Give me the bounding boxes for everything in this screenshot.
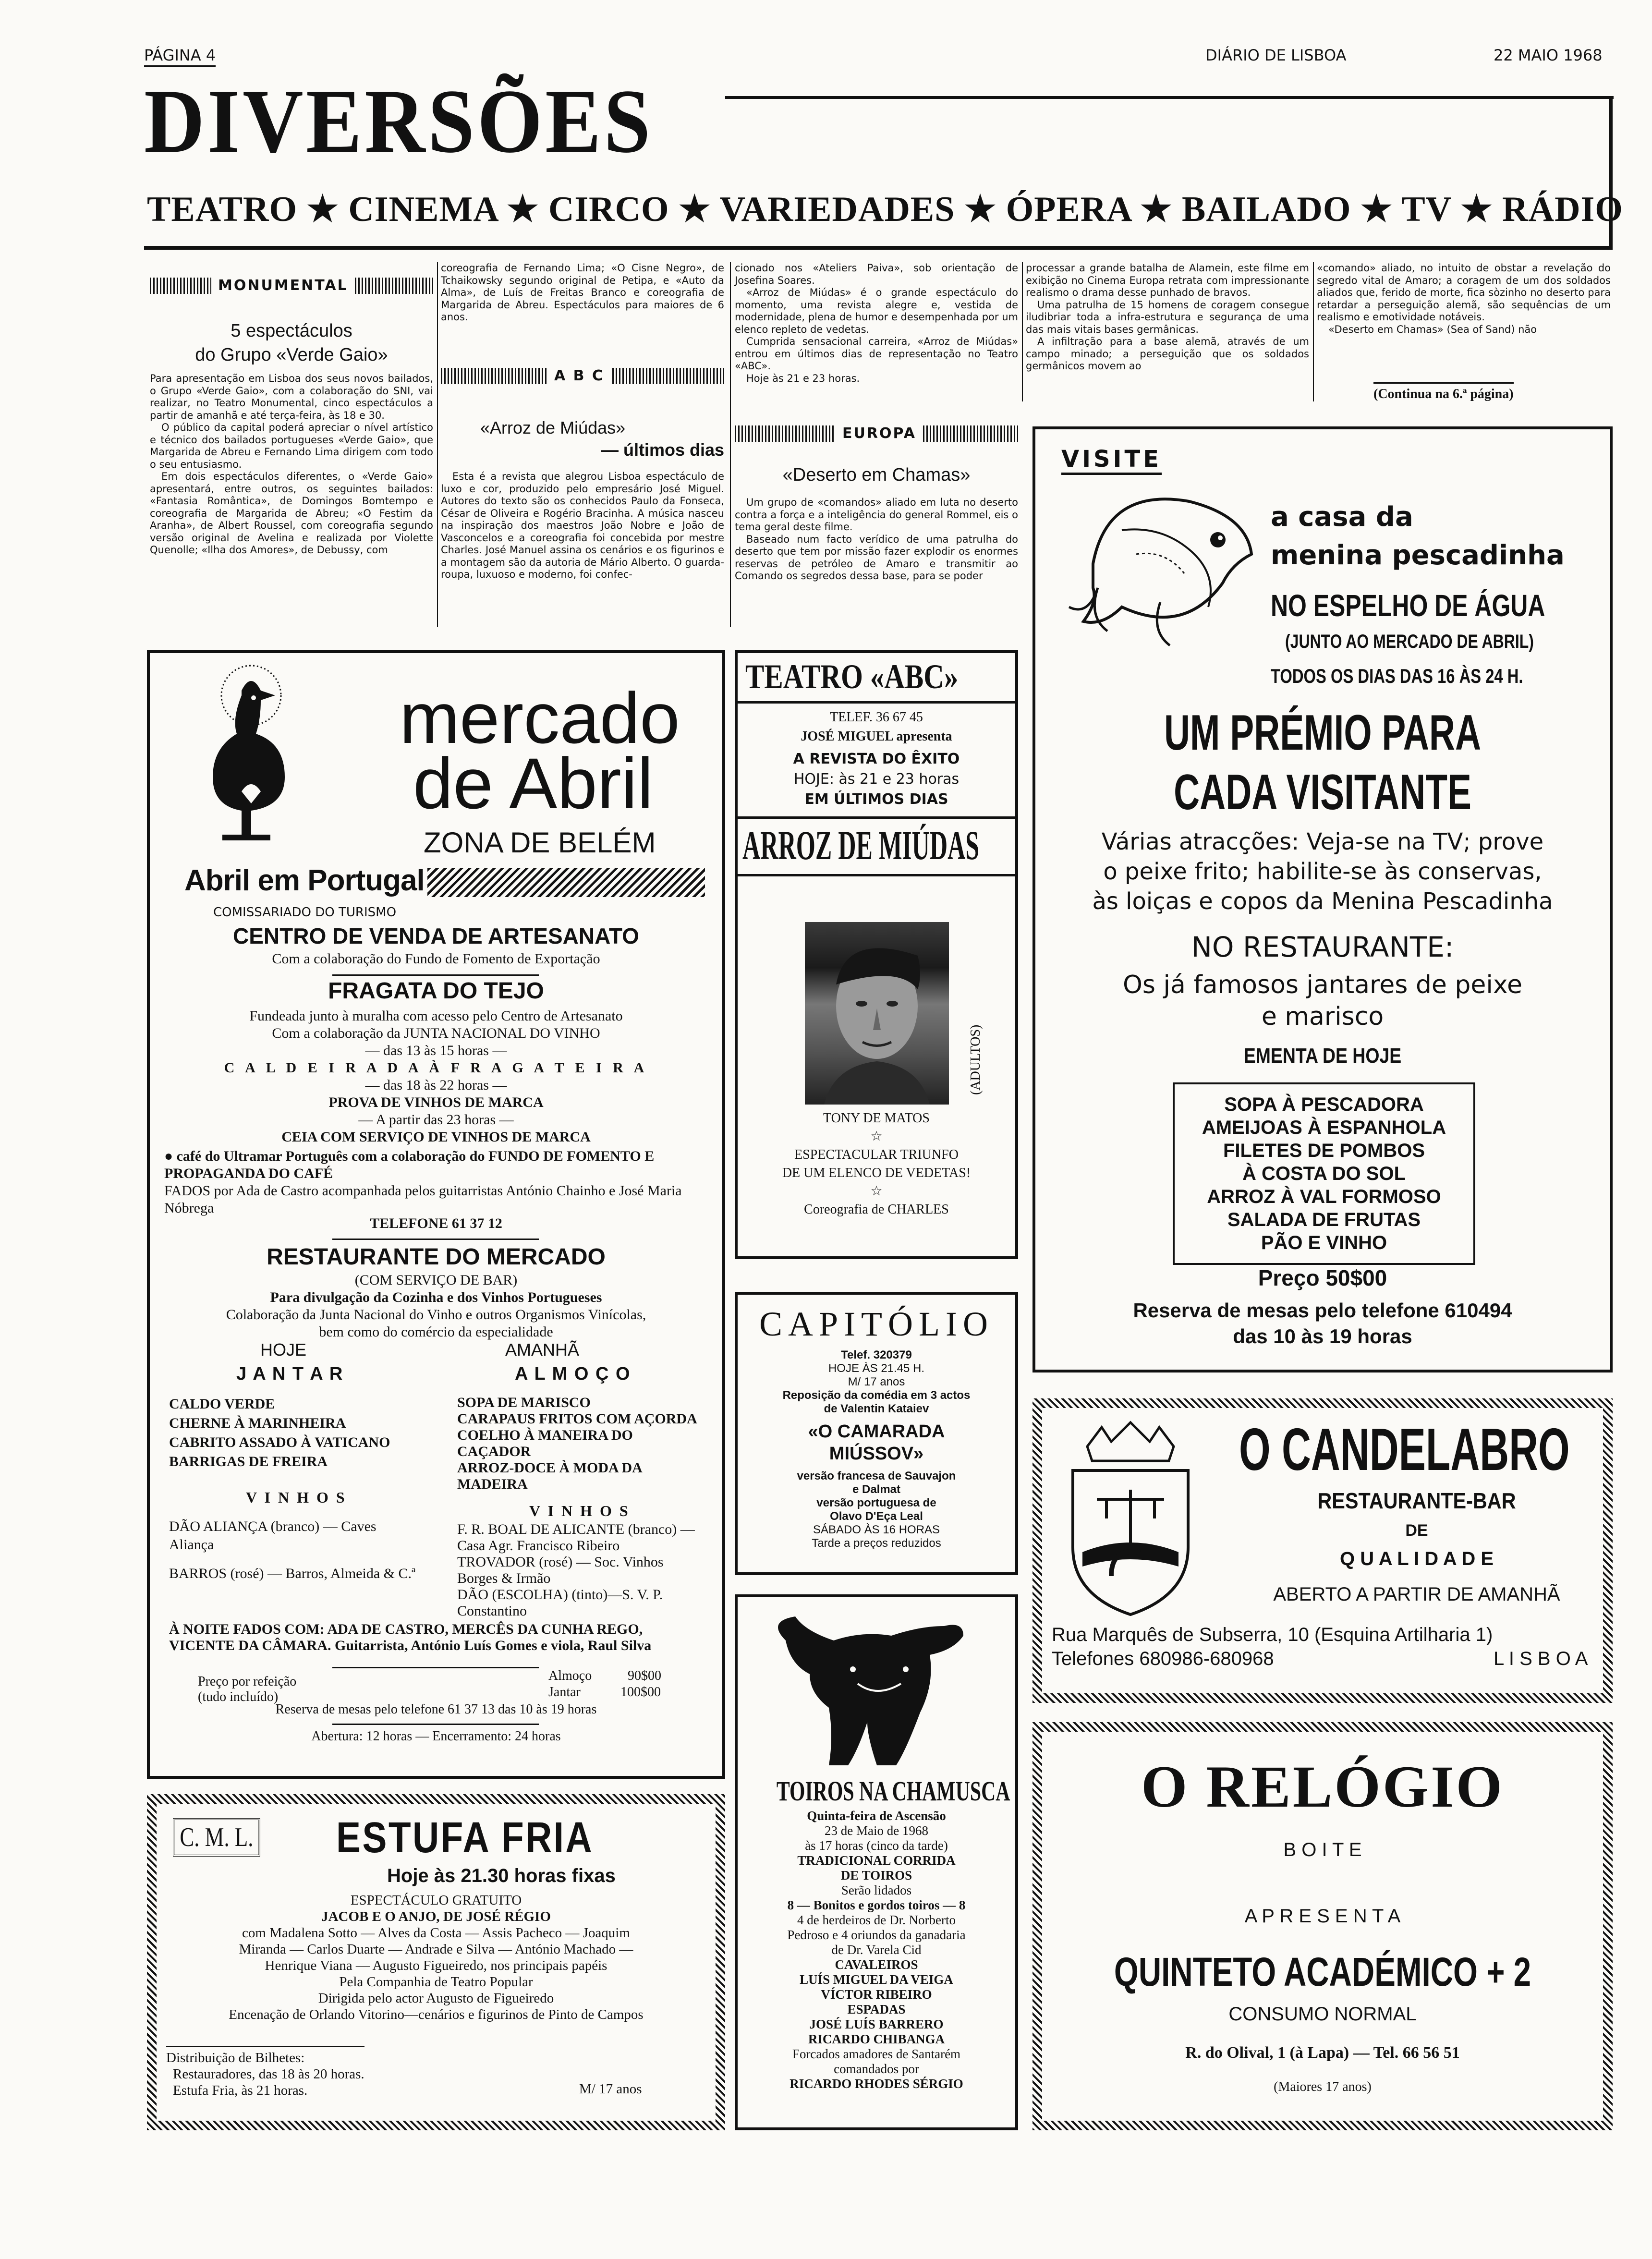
candelabro-rua: Rua Marquês de Subserra, 10 (Esquina Artilharia 1) xyxy=(1052,1624,1493,1645)
toiros-l9: Pedroso e 4 oriundos da ganadaria xyxy=(787,1928,966,1942)
relogio-boite: B O I T E xyxy=(1283,1839,1362,1860)
candelabro-title: O CANDELABRO xyxy=(1239,1417,1570,1483)
toiros-l5: DE TOIROS xyxy=(840,1868,912,1882)
relogio-ad xyxy=(1042,1732,1603,2121)
candelabro-de: DE xyxy=(1405,1521,1428,1540)
capitolio-tarde: Tarde a preços reduzidos xyxy=(812,1537,941,1550)
toiros-ad xyxy=(735,1594,1018,2130)
rest-line-3: bem como do comércio da especialidade xyxy=(319,1324,553,1340)
estufa-dist-2: Estufa Fria, às 21 horas. xyxy=(173,2083,308,2098)
capitolio-m17: M/ 17 anos xyxy=(848,1375,905,1388)
star-divider-3 xyxy=(332,1664,539,1668)
capitolio-v2: e Dalmat xyxy=(852,1483,901,1496)
mercado-zone: ZONA DE BELÉM xyxy=(424,826,656,859)
relogio-apresenta: A P R E S E N T A xyxy=(1244,1906,1401,1927)
pescadinha-premio-2: CADA VISITANTE xyxy=(1174,765,1471,820)
toiros-l16: RICARDO CHIBANGA xyxy=(808,2032,945,2046)
toiros-title: TOIROS NA CHAMUSCA xyxy=(776,1775,1010,1807)
pescadinha-rest-3: e marisco xyxy=(1261,1002,1384,1031)
monumental-headline-1: 5 espectáculos xyxy=(231,321,352,341)
star-divider-4 xyxy=(332,1720,539,1725)
estufa-badge: C. M. L. xyxy=(173,1818,260,1857)
pescadinha-menu-item: À COSTA DO SOL xyxy=(1242,1163,1406,1184)
toiros-l1: Quinta-feira de Ascensão xyxy=(807,1809,946,1823)
estufa-details xyxy=(157,1892,716,2023)
pescadinha-atr-2: o peixe frito; habilite-se às conservas, xyxy=(1103,858,1542,885)
estufa-l5: Dirigida pelo actor Augusto de Figueiredo xyxy=(318,1991,554,2006)
mercado-noite: À NOITE FADOS COM: ADA DE CASTRO, MERCÊS DA CUNHA REGO, VICENTE DA CÂMARA. Guitarrista, António Luís Gomes e viola, Raul Silva xyxy=(169,1621,652,1653)
teatro-abc-jm: JOSÉ MIGUEL apresenta xyxy=(801,729,952,744)
almoco-item: CARAPAUS FRITOS COM AÇORDA xyxy=(457,1411,697,1427)
mercado-pattern xyxy=(427,868,705,897)
col-rule-1 xyxy=(437,262,438,627)
monumental-label: MONUMENTAL xyxy=(211,278,355,294)
issue-date: 22 MAIO 1968 xyxy=(1494,46,1603,64)
vinho-item: DÃO ALIANÇA (branco) — Caves Aliança xyxy=(169,1518,377,1553)
pescadinha-ementa: EMENTA DE HOJE xyxy=(1243,1044,1402,1068)
frag-line-4: C A L D E I R A D A À F R A G A T E I R A xyxy=(224,1060,648,1076)
teatro-abc-rule xyxy=(738,701,1015,704)
jantar-item: CALDO VERDE xyxy=(169,1396,275,1412)
toiros-l19: RICARDO RHODES SÉRGIO xyxy=(790,2077,963,2091)
europa-article xyxy=(735,497,1018,583)
vinhos-left xyxy=(169,1518,419,1583)
relogio-maiores: (Maiores 17 anos) xyxy=(1274,2079,1372,2094)
vinhos-right xyxy=(457,1521,707,1619)
mercado-tel: TELEFONE 61 37 12 xyxy=(370,1215,502,1231)
europa-p2: Baseado num facto verídico de uma patrulha do deserto que tem por missão fazer explodir os enormes reservas de petróleo de Amaro e transmitir ao Comando os segredos dessa base, para se poder xyxy=(735,533,1018,582)
europa-p4: Uma patrulha de 15 homens de coragem consegue iludibriar toda a infra-estrutura e segurança de uma das mais vitais bases germânicas. xyxy=(1026,299,1309,335)
candelabro-aberto: ABERTO A PARTIR DE AMANHÃ xyxy=(1273,1584,1560,1605)
abc-p2: cionado nos «Ateliers Paiva», sob orientação de Josefina Soares. xyxy=(735,262,1018,286)
candelabro-ad xyxy=(1042,1408,1603,1693)
teatro-abc-info2 xyxy=(738,749,1015,810)
pescadinha-l1: a casa da xyxy=(1271,501,1413,533)
estufa-dist-1: Restauradores, das 18 às 20 horas. xyxy=(173,2066,364,2082)
estufa-l3: Henrique Viana — Augusto Figueiredo, nos principais papéis xyxy=(265,1958,607,1973)
capitolio-title: CAPITÓLIO xyxy=(759,1305,994,1343)
preco-jantar-label: Jantar xyxy=(548,1685,581,1700)
jantar-item: CABRITO ASSADO À VATICANO xyxy=(169,1434,390,1450)
mercado-centro: CENTRO DE VENDA DE ARTESANATO xyxy=(233,923,639,948)
toiros-l8: 4 de herdeiros de Dr. Norberto xyxy=(797,1913,956,1927)
frag-line-2: Com a colaboração da JUNTA NACIONAL DO VINHO xyxy=(272,1025,600,1041)
toiros-l2: 23 de Maio de 1968 xyxy=(825,1823,928,1838)
jantar-item: CHERNE À MARINHEIRA xyxy=(169,1415,346,1431)
page-number: PÁGINA 4 xyxy=(144,46,216,67)
estufa-title: ESTUFA FRIA xyxy=(336,1814,594,1862)
bull-icon xyxy=(766,1612,987,1770)
pescadinha-menu-item: AMEIJOAS À ESPANHOLA xyxy=(1202,1117,1446,1138)
toiros-l11: CAVALEIROS xyxy=(835,1957,918,1972)
capitolio-sab: SÁBADO ÀS 16 HORAS xyxy=(813,1523,940,1536)
pescadinha-menu xyxy=(1173,1082,1475,1265)
almoco-item: COELHO À MANEIRA DO CAÇADOR xyxy=(457,1427,633,1459)
toiros-l13: VÍCTOR RIBEIRO xyxy=(821,1987,932,2002)
mercado-almoco: A L M O Ç O xyxy=(515,1364,631,1384)
frag-line-5: — das 18 às 22 horas — xyxy=(365,1077,507,1093)
star-divider-2 xyxy=(332,1233,539,1240)
capitolio-info xyxy=(738,1348,1015,1416)
col2-continuation xyxy=(441,262,724,324)
pescadinha-reserva xyxy=(1035,1298,1610,1349)
mercado-abertura: Abertura: 12 horas — Encerramento: 24 horas xyxy=(311,1729,561,1744)
col-rule-2 xyxy=(730,262,731,627)
pescadinha-menu-item: ARROZ À VAL FORMOSO xyxy=(1207,1186,1441,1207)
estufa-esp: ESPECTÁCULO GRATUITO xyxy=(350,1893,522,1908)
pescadinha-visite: VISITE xyxy=(1061,446,1162,475)
abc-headline-1: «Arroz de Miúdas» xyxy=(480,418,626,437)
mercado-fados: FADOS por Ada de Castro acompanhada pelos guitarristas António Chainho e José Maria Nóbrega xyxy=(164,1183,682,1216)
mercado-title-2: de Abril xyxy=(413,743,654,824)
capitolio-rep1: Reposição da comédia em 3 actos xyxy=(782,1389,971,1402)
monumental-headline xyxy=(150,319,433,367)
toiros-l10: de Dr. Varela Cid xyxy=(831,1943,922,1957)
monumental-p2: O público da capital poderá apreciar o nível artístico e técnico dos bailados portugueses «Verde Gaio», que Margarida de Abreu e Fernando Lima dirigem com todo o seu entusiasmo. xyxy=(150,422,433,470)
pescadinha-ad xyxy=(1032,426,1613,1372)
candelabro-qual: Q U A L I D A D E xyxy=(1339,1548,1494,1569)
capitolio-peca-1: «O CAMARADA xyxy=(808,1421,945,1442)
mercado-fragata: FRAGATA DO TEJO xyxy=(328,978,544,1004)
almoco-menu xyxy=(457,1395,707,1493)
vinho-item: TROVADOR (rosé) — Soc. Vinhos Borges & Irmão xyxy=(457,1554,664,1586)
pescadinha-atr-3: às loiças e copos da Menina Pescadinha xyxy=(1092,888,1553,915)
preco-jantar-value: 100$00 xyxy=(620,1685,661,1700)
mercado-hoje: HOJE xyxy=(260,1340,307,1360)
continued-note: (Continua na 6.ª página) xyxy=(1373,382,1514,402)
pescadinha-menu-item: PÃO E VINHO xyxy=(1261,1232,1387,1253)
teatro-abc-esp1: ESPECTACULAR TRIUNFO xyxy=(794,1147,959,1162)
pescadinha-premio xyxy=(1116,703,1529,822)
mercado-fragata-details xyxy=(159,1008,713,1146)
preco-line-1: Preço por refeição xyxy=(198,1674,297,1689)
teatro-abc-rev: A REVISTA DO ÊXITO xyxy=(793,751,960,767)
monumental-headline-2: do Grupo «Verde Gaio» xyxy=(195,345,388,365)
estufa-l1: com Madalena Sotto — Alves da Costa — Assis Pacheco — Joaquim xyxy=(242,1925,630,1941)
frag-line-8: CEIA COM SERVIÇO DE VINHOS DE MARCA xyxy=(281,1129,591,1145)
capitolio-tel: Telef. 320379 xyxy=(841,1348,912,1361)
relogio-quinteto: QUINTETO ACADÉMICO + 2 xyxy=(1114,1949,1531,1994)
toiros-details xyxy=(738,1809,1015,2091)
estufa-dist-label: Distribuição de Bilhetes: xyxy=(166,2050,305,2065)
col-rule-4 xyxy=(1313,262,1314,401)
toiros-l6: Serão lidados xyxy=(841,1883,912,1897)
teatro-abc-tony: TONY DE MATOS xyxy=(823,1111,930,1126)
capitolio-v4: Olavo D'Eça Leal xyxy=(830,1510,923,1523)
jantar-item: BARRIGAS DE FREIRA xyxy=(169,1454,328,1470)
star-icon: ☆ xyxy=(870,1184,883,1199)
mercado-title-1: mercado xyxy=(400,678,680,758)
capitolio-peca xyxy=(738,1421,1015,1465)
preco-line-2: (tudo incluído) xyxy=(198,1689,279,1704)
teatro-abc-coreo: Coreografia de CHARLES xyxy=(804,1202,949,1217)
estufa-m17: M/ 17 anos xyxy=(579,2081,642,2097)
almoco-item: ARROZ-DOCE À MODA DA MADEIRA xyxy=(457,1460,642,1492)
mercado-reserva: Reserva de mesas pelo telefone 61 37 13 das 10 às 19 horas xyxy=(275,1702,597,1717)
toiros-l15: JOSÉ LUÍS BARRERO xyxy=(809,2017,944,2031)
monumental-article xyxy=(150,373,433,557)
relogio-title: O RELÓGIO xyxy=(1141,1754,1505,1820)
abc-label: A B C xyxy=(547,368,611,384)
teatro-abc-bottom xyxy=(738,1109,1015,1219)
section-subtitle: TEATRO ★ CINEMA ★ CIRCO ★ VARIEDADES ★ ÓPERA ★ BAILADO ★ TV ★ RÁDIO xyxy=(147,190,1623,229)
col2-p: coreografia de Fernando Lima; «O Cisne Negro», de Tchaikowsky segundo original de Petipa, e «Auto da Alma», de Luís de Freitas Branco e coreografia de Margarida de Abreu. Espectáculos para maiores de 6 anos. xyxy=(441,262,724,323)
europa-label: EUROPA xyxy=(836,425,923,442)
preco-almoco-value: 90$00 xyxy=(628,1668,661,1683)
frag-line-3: — das 13 às 15 horas — xyxy=(365,1043,507,1058)
mercado-ad xyxy=(147,650,725,1779)
vinho-item: BARROS (rosé) — Barros, Almeida & C.ª xyxy=(169,1566,416,1581)
toiros-l4: TRADICIONAL CORRIDA xyxy=(797,1853,956,1868)
pescadinha-atr xyxy=(1035,827,1610,916)
pescadinha-menu-item: SALADA DE FRUTAS xyxy=(1227,1209,1421,1230)
capitolio-versions xyxy=(738,1470,1015,1550)
abc-p5: Hoje às 21 e 23 horas. xyxy=(746,372,860,384)
abc-headline-2: — últimos dias xyxy=(601,440,724,460)
teatro-abc-title: TEATRO «ABC» xyxy=(745,657,959,696)
teatro-abc-esp2: DE UM ELENCO DE VEDETAS! xyxy=(782,1166,971,1180)
tony-photo xyxy=(805,922,949,1105)
candelabro-sub: RESTAURANTE-BAR xyxy=(1317,1488,1516,1513)
mercado-rest-details xyxy=(159,1272,713,1341)
pescadinha-preco: Preço 50$00 xyxy=(1258,1265,1387,1290)
almoco-item: SOPA DE MARISCO xyxy=(457,1395,591,1410)
teatro-abc-ult: EM ÚLTIMOS DIAS xyxy=(804,791,948,808)
section-title: DIVERSÕES xyxy=(144,71,653,172)
capitolio-v3: versão portuguesa de xyxy=(816,1496,936,1509)
teatro-abc-tel: TELEF. 36 67 45 xyxy=(830,710,923,725)
relogio-end: R. do Olival, 1 (à Lapa) — Tel. 66 56 51 xyxy=(1185,2044,1460,2062)
pescadinha-rest-text xyxy=(1035,969,1610,1032)
rest-line-2: Colaboração da Junta Nacional do Vinho e outros Organismos Vinícolas, xyxy=(226,1307,646,1323)
frag-line-1: Fundeada junto à muralha com acesso pelo Centro de Artesanato xyxy=(249,1008,623,1024)
pescadinha-menu-item: FILETES DE POMBOS xyxy=(1223,1140,1425,1161)
mercado-abril: Abril em Portugal xyxy=(184,864,425,897)
col3-continuation xyxy=(735,262,1018,385)
col-rule-3 xyxy=(1022,262,1023,401)
estufa-ad xyxy=(157,1804,716,2121)
section-title-rule xyxy=(725,96,1614,99)
pescadinha-res-1: Reserva de mesas pelo telefone 610494 xyxy=(1133,1299,1512,1322)
capitolio-rep2: de Valentin Kataiev xyxy=(824,1402,929,1415)
capitolio-peca-2: MIÚSSOV» xyxy=(829,1444,924,1464)
mercado-rest: RESTAURANTE DO MERCADO xyxy=(267,1244,606,1270)
newspaper-name: DIÁRIO DE LISBOA xyxy=(1205,46,1347,64)
candelabro-lisboa: L I S B O A xyxy=(1494,1648,1588,1669)
teatro-abc-arroz: ARROZ DE MIÚDAS xyxy=(742,822,980,868)
pescadinha-rest: NO RESTAURANTE: xyxy=(1191,931,1454,963)
estufa-l4: Pela Companhia de Teatro Popular xyxy=(339,1974,533,1990)
capitolio-hoje: HOJE ÀS 21.45 H. xyxy=(828,1362,925,1375)
teatro-abc-adultos: (ADULTOS) xyxy=(968,1024,983,1095)
abc-p1: Esta é a revista que alegrou Lisboa espectáculo de luxo e cor, produzido pelo empresário José Miguel. Autores do texto são os conhecidos Paulo da Fonseca, César de Oliveira e Rogério Bracinha. A música nasceu na inspiração dos maestros João Nobre e João de Vasconcelos e a coreografia foi concebida por mestre Charles. José Manuel assina os cenários e os figurinos e a montagem são da autoria de Mário Alberto. O guarda-roupa, luxuoso e moderno, foi confec- xyxy=(441,471,724,580)
mercado-jantar: J A N T A R xyxy=(236,1364,344,1384)
pescadinha-rest-2: Os já famosos jantares de peixe xyxy=(1122,971,1523,999)
pescadinha-l3: NO ESPELHO DE ÁGUA xyxy=(1271,588,1545,623)
fish-icon xyxy=(1064,482,1256,655)
estufa-peca: JACOB E O ANJO, DE JOSÉ RÉGIO xyxy=(321,1909,551,1924)
monumental-p1: Para apresentação em Lisboa dos seus novos bailados, o Grupo «Verde Gaio», com a colaboração do SNI, vai realizar, no Teatro Monumental, cinco espectáculos a partir de amanhã e até terça-feira, às 18 e 30. xyxy=(150,373,433,421)
pescadinha-menu-item: SOPA À PESCADORA xyxy=(1224,1094,1424,1115)
mercado-amanha: AMANHÃ xyxy=(505,1340,580,1360)
monumental-p3: Em dois espectáculos diferentes, o «Verde Gaio» apresentará, entre outros, os seguintes bailados: «Fantasia Romântica», de Domingos Bomtempo e coreografia de Margarida de Abreu; «O Festim da Aranha», de Albert Roussel, com coreografia segundo versão original de Avelina e realizada por Violette Quenolle; «Ilha dos Amores», de Debussy, com xyxy=(150,471,433,556)
capitolio-ad xyxy=(735,1292,1018,1575)
jantar-menu xyxy=(169,1395,419,1471)
pescadinha-res-2: das 10 às 19 horas xyxy=(1233,1325,1412,1348)
pescadinha-l2: menina pescadinha xyxy=(1271,540,1565,571)
vinhos-right-label: V I N H O S xyxy=(529,1502,630,1519)
teatro-abc-rule3 xyxy=(738,874,1015,876)
europa-p5: A infiltração para a base alemã, através de um campo minado; a perseguição que os soldados germânicos movem ao xyxy=(1026,336,1309,372)
col5-continuation xyxy=(1317,262,1611,336)
toiros-l7: 8 — Bonitos e gordos toiros — 8 xyxy=(787,1898,966,1912)
mercado-centro-sub: Com a colaboração do Fundo de Fomento de Exportação xyxy=(272,951,600,967)
frag-line-7: — A partir das 23 horas — xyxy=(358,1112,514,1128)
toiros-l18: comandados por xyxy=(834,2062,919,2076)
rest-line-1: Para divulgação da Cozinha e dos Vinhos Portugueses xyxy=(270,1289,602,1305)
vinho-item: DÃO (ESCOLHA) (tinto)—S. V. P. Constantino xyxy=(457,1587,663,1619)
teatro-abc-info xyxy=(738,708,1015,746)
relogio-consumo: CONSUMO NORMAL xyxy=(1228,2004,1417,2025)
vinhos-left-label: V I N H O S xyxy=(246,1489,347,1506)
europa-p6: «comando» aliado, no intuito de obstar a revelação do segredo vital de Amaro; a coragem de um dos soldados aliados que, ferido de morte, fica sòzinho no deserto para retardar a perseguição alemã, são sequências de um realismo e emotividade notáveis. xyxy=(1317,262,1611,323)
pescadinha-l4: (JUNTO AO MERCADO DE ABRIL) xyxy=(1285,631,1534,652)
teatro-abc-rule2 xyxy=(738,816,1015,819)
estufa-l6: Encenação de Orlando Vitorino—cenários e figurinos de Pinto de Campos xyxy=(229,2007,644,2022)
toiros-l14: ESPADAS xyxy=(847,2002,906,2016)
europa-p3: processar a grande batalha de Alamein, este filme em exibição no Cinema Europa retrata com impressionante realismo o drama desse punhado de bravos. xyxy=(1026,262,1309,298)
europa-headline: «Deserto em Chamas» xyxy=(782,465,971,485)
toiros-l3: às 17 horas (cinco da tarde) xyxy=(805,1838,948,1853)
europa-p1: Um grupo de «comandos» aliado em luta no deserto contra a força e a inteligência do general Rommel, eis o tema geral deste filme. xyxy=(735,497,1018,533)
abc-p4: Cumprida sensacional carreira, «Arroz de Miúdas» entrou em últimos dias de representação no Teatro «ABC». xyxy=(735,336,1018,372)
frag-line-6: PROVA DE VINHOS DE MARCA xyxy=(328,1094,544,1110)
estufa-l2: Miranda — Carlos Duarte — Andrade e Silva — António Machado — xyxy=(239,1942,633,1957)
pescadinha-l5: TODOS OS DIAS DAS 16 ÀS 24 H. xyxy=(1271,665,1523,687)
capitolio-v1: versão francesa de Sauvajon xyxy=(797,1470,956,1482)
star-icon: ☆ xyxy=(870,1129,883,1144)
vinho-item: F. R. BOAL DE ALICANTE (branco) — Casa Agr. Francisco Ribeiro xyxy=(457,1521,695,1554)
crest-icon xyxy=(1058,1418,1203,1619)
pescadinha-atr-1: Várias atracções: Veja-se na TV; prove xyxy=(1101,828,1544,855)
toiros-l17: Forcados amadores de Santarém xyxy=(792,2047,961,2061)
star-divider-1 xyxy=(332,966,539,976)
toiros-l12: LUÍS MIGUEL DA VEIGA xyxy=(800,1972,953,1987)
teatro-abc-hoje: HOJE: às 21 e 23 horas xyxy=(793,771,960,788)
pescadinha-premio-1: UM PRÉMIO PARA xyxy=(1164,705,1482,761)
preco-almoco-label: Almoço xyxy=(548,1668,592,1683)
teatro-abc-ad xyxy=(735,650,1018,1259)
abc-article xyxy=(441,471,724,581)
col4-continuation xyxy=(1026,262,1309,373)
estufa-hoje: Hoje às 21.30 horas fixas xyxy=(387,1865,616,1886)
mercado-cafe: ● café do Ultramar Português com a colaboração do FUNDO DE FOMENTO E PROPAGANDA DO CAFÉ xyxy=(164,1148,655,1181)
mercado-comiss: COMISSARIADO DO TURISMO xyxy=(213,905,397,920)
estufa-dist xyxy=(166,2046,364,2099)
rooster-icon xyxy=(196,662,306,854)
preco-label xyxy=(198,1674,296,1705)
europa-p7: «Deserto em Chamas» (Sea of Sand) não xyxy=(1328,323,1537,335)
portrait-icon xyxy=(805,922,949,1105)
abc-p3: «Arroz de Miúdas» é o grande espectáculo do momento, uma revista alegre e, vestida de modernidade, plena de humor e desempenhada por um elenco repleto de vedetas. xyxy=(735,287,1018,335)
rest-sub: (COM SERVIÇO DE BAR) xyxy=(354,1272,518,1288)
candelabro-tel: Telefones 680986-680968 xyxy=(1052,1648,1274,1669)
